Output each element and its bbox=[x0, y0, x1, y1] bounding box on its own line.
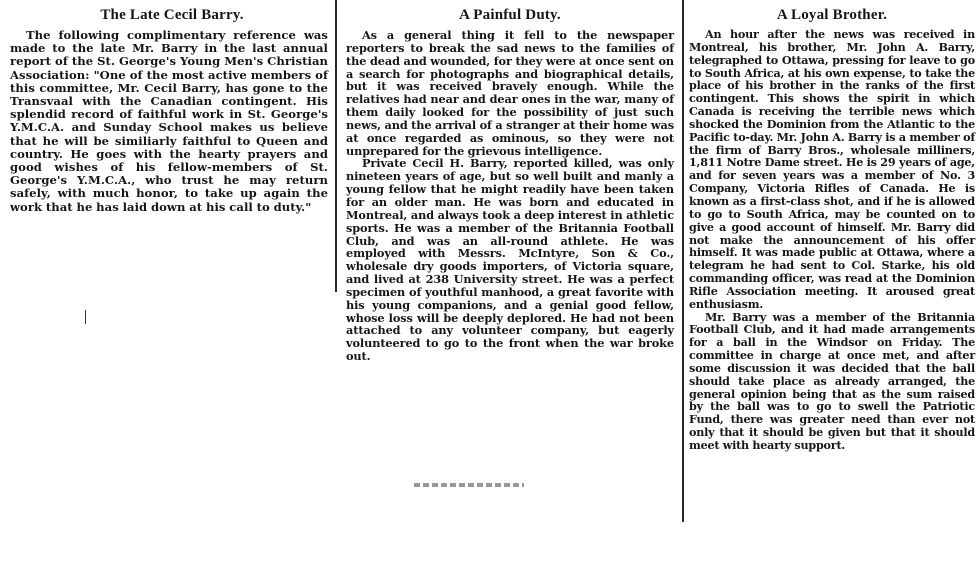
paragraph: As a general thing it fell to the newspaper reporters to break the sad news to the families of the dead and wounded, for they were at once sent on a search for photographs and biographical details, but it was received bravely enough. While the relatives had near and dear ones in the war, many of them daily looked for the possibility of just such news, and the arrival of a stranger at their home was at once regarded as ominous, so they were not unprepared for the grievous intelligence. bbox=[346, 28, 674, 158]
column-painful-duty bbox=[338, 0, 682, 363]
paragraph: The following complimentary reference was made to the late Mr. Barry in the last annual report of the St. George's Young Men's Christian Association: "One of the most active members of this committee, Mr. Cecil Barry, has gone to the Transvaal with the Canadian contingent. His splendid record of faithful work in St. George's Y.M.C.A. and Sunday School makes us believe that he will be similiarly faithful to Queen and country. He goes with the hearty prayers and good wishes of his fellow-members of St. George's Y.M.C.A., who trust he may return safely, with much honor, to take up again the work that he has laid down at his call to duty." bbox=[10, 28, 328, 214]
column-loyal-brother bbox=[685, 0, 979, 453]
column-rule-right bbox=[682, 0, 684, 522]
column-late-cecil-barry bbox=[0, 0, 336, 214]
paragraph: Mr. Barry was a member of the Britannia Football Club, and it had made arrangements for a ball in the Windsor on Friday. The committee in charge at once met, and after some discussion it was decided that the ball should take place as already arranged, the general opinion being that as the sum raised by the ball was to go to swell the Patriotic Fund, there was greater need than ever not only that it should be given but that it should meet with hearty support. bbox=[689, 310, 975, 452]
headline: The Late Cecil Barry. bbox=[100, 7, 244, 23]
cropped-headline-fragment bbox=[414, 483, 524, 487]
text-cursor-icon bbox=[85, 310, 86, 324]
headline: A Painful Duty. bbox=[459, 7, 561, 23]
paragraph: Private Cecil H. Barry, reported killed, was only nineteen years of age, but so well built and manly a young fellow that he might readily have been taken for an older man. He was born and educated in Montreal, and always took a deep interest in athletic sports. He was a member of the Britannia Football Club, and was an all-round athlete. He was employed with Messrs. McIntyre, Son & Co., wholesale dry goods importers, of Victoria square, and lived at 238 University street. He was a perfect specimen of youthful manhood, a great favorite with his young companions, and a genial good fellow, whose loss will be deeply deplored. He had not been attached to any volunteer company, but eagerly volunteered to go to the front when the war broke out. bbox=[346, 156, 674, 364]
headline: A Loyal Brother. bbox=[776, 7, 888, 23]
paragraph: An hour after the news was received in Montreal, his brother, Mr. John A. Barry, telegraphed to Ottawa, pressing for leave to go to South Africa, at his own expense, to take the place of his brother in the ranks of the first contingent. This shows the spirit in which Canada is receiving the terrible news which shocked the Dominion from the Atlantic to the Pacific to-day. Mr. John A. Barry is a member of the firm of Barry Bros., wholesale milliners, 1,811 Notre Dame street. He is 29 years of age, and for seven years was a member of No. 3 Company, Victoria Rifles of Canada. He is known as a first-class shot, and if he is allowed to go to South Africa, may be counted on to give a good account of himself. Mr. Barry did not make the announcement of his offer himself. It was made public at Ottawa, where a telegram he had sent to Col. Starke, his old commanding officer, was read at the Dominion Rifle Association meeting. It aroused great enthusiasm. bbox=[689, 28, 975, 311]
